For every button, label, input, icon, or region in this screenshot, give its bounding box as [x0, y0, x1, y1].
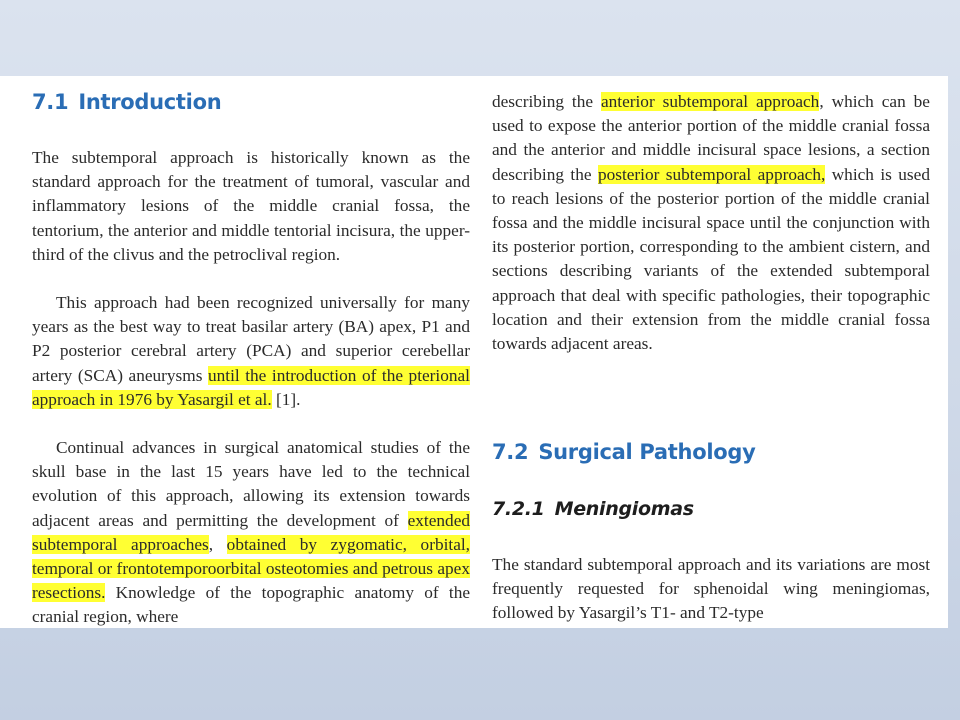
highlighted-text: extended subtemporal approaches	[32, 510, 470, 554]
paragraph-text: ,	[208, 534, 227, 554]
paragraph-text: The standard subtemporal approach and its variations are most frequently requested for sphenoidal wing meningiomas, followed by Yasargil’s T1- and T2-type	[492, 555, 930, 623]
approach-description-paragraph	[492, 90, 930, 356]
highlighted-text: posterior subtemporal approach,	[597, 164, 826, 184]
paragraph-text: This approach had been recognized universally for many years as the best way to treat basilar artery (BA) apex, P1 and P2 posterior cerebral artery (PCA) and superior cerebellar artery (SCA) aneurysms	[32, 293, 470, 385]
section-number: 7.1	[32, 90, 69, 114]
meningiomas-paragraph	[492, 553, 930, 626]
paragraph-text: The subtemporal approach is historically known as the standard approach for the treatment of tumoral, vascular and inflammatory lesions of the middle cranial fossa, the tentorium, the anterior and middle tentorial incisura, the upper-third of the clivus and the petroclival region.	[32, 148, 470, 264]
intro-paragraph-2	[32, 291, 470, 412]
section-heading-surgical-pathology	[492, 440, 755, 464]
paragraph-text: Knowledge of the topographic anatomy of the cranial region, where	[32, 583, 470, 627]
intro-paragraph-1	[32, 146, 470, 267]
highlighted-text: obtained by zygomatic, orbital, temporal or frontotemporoorbital osteotomies and petrous apex resections.	[32, 534, 470, 603]
paragraph-text: , which can be used to expose the anterior portion of the middle cranial fossa and the anterior and middle incisural space lesions, a section describing the	[492, 92, 930, 184]
highlighted-text: anterior subtemporal approach	[600, 92, 820, 111]
paragraph-text: which is used to reach lesions of the posterior portion of the middle cranial fossa and the middle incisural space until the conjunction with its posterior portion, corresponding to the ambient cistern, and sections describing variants of the extended subtemporal approach that deal with specific pathologies, their topographic location and their extension from the middle cranial fossa towards adjacent areas.	[492, 164, 930, 354]
section-title: Surgical Pathology	[538, 440, 756, 464]
subsection-number: 7.2.1	[492, 498, 545, 520]
paragraph-text: Continual advances in surgical anatomical studies of the skull base in the last 15 years have led to the technical evolution of this approach, allowing its extension towards adjacent areas and permitting the development of	[32, 438, 470, 530]
subsection-title: Meningiomas	[554, 498, 694, 520]
section-number: 7.2	[492, 440, 529, 464]
paragraph-text: describing the	[492, 92, 601, 111]
citation-text: [1].	[271, 389, 301, 409]
book-page	[0, 76, 948, 628]
subsection-heading-meningiomas	[492, 498, 694, 520]
highlighted-text: until the introduction of the pterional approach in 1976 by Yasargil et al.	[32, 365, 470, 409]
intro-paragraph-3	[32, 436, 470, 628]
section-title: Introduction	[78, 90, 222, 114]
section-heading-introduction	[32, 90, 221, 114]
